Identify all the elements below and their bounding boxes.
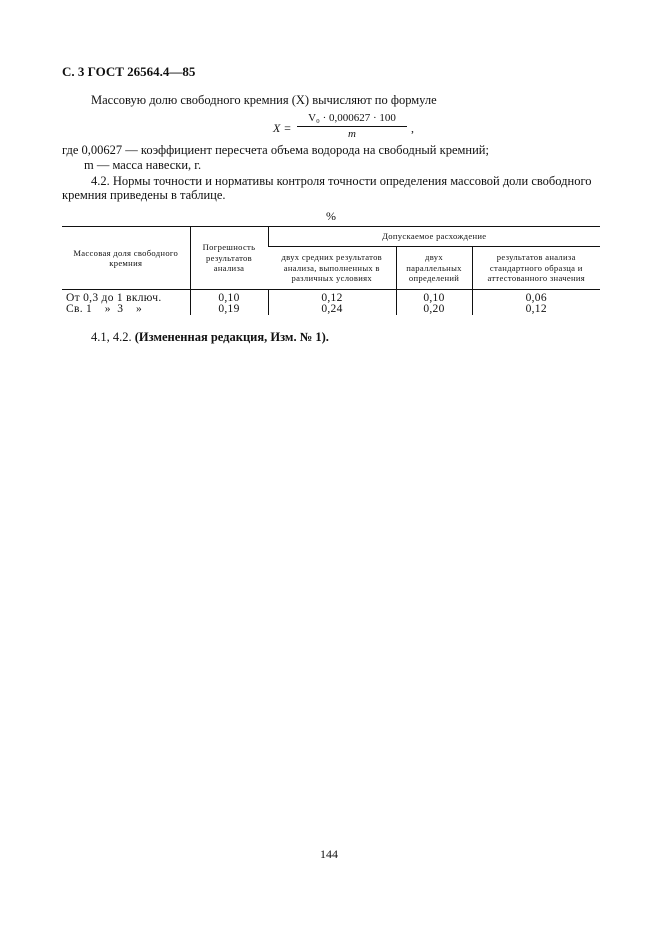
where-line-1: где 0,00627 — коэффициент пересчета объема водорода на свободный кремний; [62,143,489,157]
formula-fraction [297,112,407,140]
cell-standard: 0,06 [472,290,600,305]
table-row [62,304,600,315]
formula-numerator: V₀ · 0,000627 · 100 [308,112,396,124]
header-mass-fraction: Массовая доля свободного кремния [62,227,190,290]
table-unit: % [326,209,336,223]
header-two-averages: двух средних результатов анализа, выполненных в различных условиях [268,247,396,290]
formula-denominator: m [348,128,356,140]
cell-error: 0,10 [190,290,268,305]
amendment-ref: 4.1, 4.2. [91,330,132,344]
intro-paragraph: Массовую долю свободного кремния (X) вычисляют по формуле [91,93,437,107]
page-number: 144 [320,847,338,861]
section-4-2-line-2: кремния приведены в таблице. [62,188,226,202]
cell-standard: 0,12 [472,304,600,315]
cell-range: От 0,3 до 1 включ. [66,292,162,304]
amendment-note [91,330,329,345]
cell-range: Св. 1 » 3 » [66,303,143,315]
cell-parallel: 0,20 [396,304,472,315]
where-line-2: m — масса навески, г. [84,158,202,172]
cell-error: 0,19 [190,304,268,315]
document-header: С. 3 ГОСТ 26564.4—85 [62,64,196,79]
formula-lhs: X = [273,121,292,135]
formula-comma: , [411,121,414,135]
fraction-bar [297,126,407,127]
section-4-2-line-1: 4.2. Нормы точности и нормативы контроля точности определения массовой доли свободного [91,174,592,188]
amendment-text: (Измененная редакция, Изм. № 1). [134,330,329,344]
header-error: Погрешность результатов анализа [190,227,268,290]
cell-avg: 0,12 [268,290,396,305]
cell-avg: 0,24 [268,304,396,315]
accuracy-table [62,226,600,315]
header-tolerance-group: Допускаемое расхождение [268,227,600,247]
table-row [62,290,600,305]
header-standard-sample: результатов анализа стандартного образца и аттестованного значения [472,247,600,290]
cell-parallel: 0,10 [396,290,472,305]
header-two-parallel: двух параллельных определений [396,247,472,290]
